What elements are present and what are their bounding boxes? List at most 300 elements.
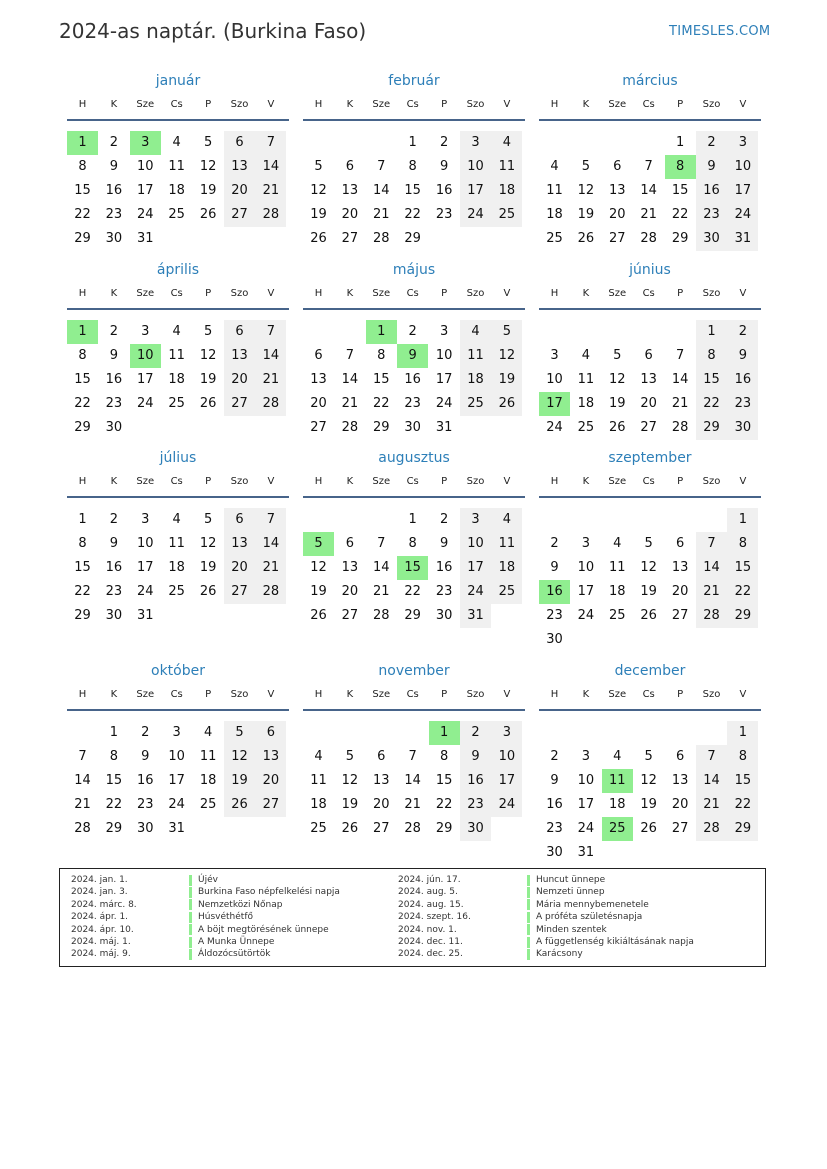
- day-cell: 17: [727, 179, 758, 203]
- day-cell: 28: [373, 231, 390, 246]
- weekday-label: V: [739, 288, 747, 299]
- day-cell: 7: [675, 348, 685, 363]
- weekday-label: V: [503, 689, 511, 700]
- weekday-label: V: [267, 288, 275, 299]
- day-cell: 3: [172, 725, 181, 740]
- month-name: december: [614, 663, 686, 679]
- day-cell: 6: [345, 536, 355, 551]
- day-cell: 16: [105, 372, 123, 387]
- day-cell: 11: [168, 536, 185, 551]
- weekday-label: Cs: [406, 476, 419, 487]
- day-cell: 15: [671, 183, 689, 198]
- day-cell: 6: [613, 159, 622, 174]
- holiday-marker: [189, 912, 192, 923]
- day-cell: 21: [74, 797, 91, 812]
- weekday-label: K: [346, 476, 354, 487]
- day-cell: 20: [224, 179, 255, 203]
- month-name: április: [156, 262, 200, 278]
- day-cell: 14: [341, 372, 359, 387]
- day-cell: 6: [644, 348, 653, 363]
- day-cell: 16: [105, 560, 123, 575]
- day-cell: 29: [727, 817, 758, 841]
- day-cell: 2: [460, 721, 491, 745]
- weekday-label: V: [503, 476, 511, 487]
- day-cell: 3: [491, 721, 522, 745]
- day-cell: 5: [644, 749, 653, 764]
- day-cell: 27: [671, 821, 689, 836]
- day-cell: 20: [640, 396, 657, 411]
- day-cell: 8: [727, 745, 758, 769]
- day-cell: 15: [74, 372, 91, 387]
- day-cell: 9: [550, 773, 559, 788]
- day-cell: 8: [408, 536, 417, 551]
- day-cell: 28: [404, 821, 421, 836]
- day-cell: 22: [404, 584, 421, 599]
- day-cell: 8: [78, 159, 87, 174]
- day-cell: 4: [550, 159, 559, 174]
- day-cell: 19: [341, 797, 359, 812]
- day-cell: 12: [199, 348, 217, 363]
- holiday-name: Minden szentek: [536, 924, 607, 935]
- day-cell: 10: [727, 155, 758, 179]
- day-cell: 12: [310, 183, 327, 198]
- day-cell: 15: [105, 773, 123, 788]
- day-cell: 6: [224, 508, 255, 532]
- day-cell: 26: [609, 420, 626, 435]
- day-cell: 21: [696, 580, 727, 604]
- day-cell: 12: [609, 372, 626, 387]
- day-cell: 14: [373, 183, 390, 198]
- weekday-label: K: [110, 99, 118, 110]
- month-name: szeptember: [608, 450, 692, 466]
- day-cell: 5: [203, 135, 213, 150]
- day-cell: 23: [137, 797, 154, 812]
- day-cell: 29: [404, 608, 421, 623]
- day-cell: 30: [105, 420, 123, 435]
- header-rule: [67, 496, 289, 498]
- day-cell: 1: [109, 725, 119, 740]
- day-cell: 4: [203, 725, 213, 740]
- day-cell: 27: [310, 420, 327, 435]
- weekday-label: H: [550, 689, 559, 700]
- weekday-header: [67, 288, 289, 304]
- month-name: október: [151, 663, 205, 679]
- day-cell: 22: [727, 793, 758, 817]
- day-cell: 28: [373, 608, 390, 623]
- weekday-label: Szo: [230, 99, 249, 110]
- day-cell: 14: [255, 532, 286, 556]
- day-cell: 18: [609, 584, 626, 599]
- weekday-label: Sze: [608, 288, 627, 299]
- day-cell: 17: [137, 372, 154, 387]
- weekday-label: P: [677, 288, 684, 299]
- day-cell: 23: [435, 207, 453, 222]
- month-name: augusztus: [378, 450, 450, 466]
- header-rule: [539, 119, 761, 121]
- day-cell: 13: [224, 155, 255, 179]
- day-cell: 13: [341, 560, 359, 575]
- day-cell: 15: [74, 560, 91, 575]
- day-cell: 30: [137, 821, 154, 836]
- day-cell: 22: [435, 797, 453, 812]
- day-cell: 19: [199, 183, 217, 198]
- weekday-label: K: [582, 288, 590, 299]
- day-cell: 9: [460, 745, 491, 769]
- day-cell: 12: [224, 745, 255, 769]
- weekday-label: P: [677, 476, 684, 487]
- day-cell: 27: [341, 231, 359, 246]
- day-cell: 6: [377, 749, 386, 764]
- day-cell: 2: [439, 135, 449, 150]
- holiday-marker: [189, 875, 192, 886]
- day-cell: 18: [168, 560, 185, 575]
- holiday-day: 3: [130, 131, 161, 155]
- day-cell: 11: [609, 560, 626, 575]
- weekday-label: Cs: [406, 288, 419, 299]
- day-cell: 17: [460, 179, 491, 203]
- day-cell: 30: [460, 817, 491, 841]
- day-cell: 13: [341, 183, 359, 198]
- day-cell: 12: [577, 183, 595, 198]
- holiday-day: 16: [539, 580, 570, 604]
- day-cell: 28: [696, 604, 727, 628]
- day-cell: 8: [377, 348, 386, 363]
- weekday-label: Cs: [642, 689, 655, 700]
- day-cell: 5: [491, 320, 522, 344]
- weekday-label: Sze: [372, 288, 391, 299]
- day-cell: 24: [137, 396, 154, 411]
- header-rule: [539, 496, 761, 498]
- holiday-marker: [527, 912, 530, 923]
- month-8: [303, 450, 525, 650]
- holiday-date: 2024. aug. 15.: [398, 899, 464, 910]
- day-cell: 30: [727, 416, 758, 440]
- day-cell: 19: [640, 584, 657, 599]
- month-2: [303, 73, 525, 273]
- weekday-header: [67, 689, 289, 705]
- day-cell: 23: [404, 396, 421, 411]
- day-cell: 22: [727, 580, 758, 604]
- weekday-label: Sze: [372, 689, 391, 700]
- day-cell: 3: [460, 131, 491, 155]
- day-cell: 20: [671, 797, 689, 812]
- weekday-header: [303, 476, 525, 492]
- day-cell: 31: [435, 420, 453, 435]
- day-cell: 5: [203, 512, 213, 527]
- weekday-label: P: [205, 476, 212, 487]
- weekday-label: H: [314, 99, 323, 110]
- weekday-label: K: [346, 689, 354, 700]
- weekday-label: K: [110, 288, 118, 299]
- day-cell: 7: [255, 131, 286, 155]
- day-cell: 20: [341, 584, 359, 599]
- day-cell: 7: [345, 348, 355, 363]
- holiday-name: A böjt megtörésének ünnepe: [198, 924, 329, 935]
- day-cell: 28: [255, 392, 286, 416]
- weekday-label: V: [503, 288, 511, 299]
- day-cell: 25: [310, 821, 327, 836]
- day-cell: 4: [581, 348, 591, 363]
- day-cell: 28: [671, 420, 689, 435]
- holiday-marker: [189, 924, 192, 935]
- day-cell: 29: [671, 231, 689, 246]
- day-cell: 30: [696, 227, 727, 251]
- weekday-label: K: [346, 288, 354, 299]
- day-cell: 15: [373, 372, 390, 387]
- day-cell: 19: [577, 207, 595, 222]
- day-cell: 1: [408, 135, 417, 150]
- month-name: január: [155, 73, 201, 89]
- day-cell: 24: [727, 203, 758, 227]
- month-name: november: [378, 663, 450, 679]
- day-cell: 7: [408, 749, 417, 764]
- day-cell: 22: [74, 584, 91, 599]
- day-cell: 24: [577, 821, 595, 836]
- day-cell: 24: [577, 608, 595, 623]
- day-cell: 6: [675, 536, 685, 551]
- day-cell: 17: [577, 797, 595, 812]
- day-cell: 4: [491, 131, 522, 155]
- holiday-day: 1: [67, 131, 98, 155]
- day-cell: 19: [199, 560, 217, 575]
- day-cell: 3: [727, 131, 758, 155]
- day-cell: 27: [224, 580, 255, 604]
- day-cell: 1: [675, 135, 685, 150]
- day-cell: 30: [546, 632, 563, 647]
- day-cell: 26: [341, 821, 359, 836]
- holiday-legend: [59, 868, 766, 967]
- day-cell: 14: [404, 773, 421, 788]
- day-cell: 18: [168, 183, 185, 198]
- holiday-day: 9: [397, 344, 428, 368]
- day-cell: 28: [696, 817, 727, 841]
- day-cell: 4: [613, 749, 622, 764]
- holiday-marker: [189, 899, 192, 910]
- day-cell: 29: [404, 231, 421, 246]
- weekday-label: Sze: [372, 99, 391, 110]
- day-cell: 15: [435, 773, 453, 788]
- day-cell: 9: [109, 348, 119, 363]
- day-cell: 13: [310, 372, 327, 387]
- holiday-day: 1: [67, 320, 98, 344]
- weekday-label: H: [550, 288, 559, 299]
- day-cell: 18: [577, 396, 595, 411]
- day-cell: 6: [675, 749, 685, 764]
- day-cell: 8: [408, 159, 417, 174]
- day-cell: 5: [613, 348, 622, 363]
- day-cell: 26: [199, 584, 217, 599]
- weekday-label: Szo: [466, 689, 485, 700]
- brand-link[interactable]: TIMESLES.COM: [669, 24, 771, 39]
- day-cell: 4: [491, 508, 522, 532]
- day-cell: 1: [696, 320, 727, 344]
- day-cell: 20: [671, 584, 689, 599]
- month-name: február: [388, 73, 440, 89]
- weekday-label: P: [205, 99, 212, 110]
- day-cell: 3: [439, 324, 449, 339]
- day-cell: 27: [640, 420, 657, 435]
- day-cell: 10: [137, 159, 154, 174]
- day-cell: 17: [460, 556, 491, 580]
- day-cell: 26: [577, 231, 595, 246]
- weekday-label: Sze: [136, 99, 155, 110]
- day-cell: 25: [199, 797, 217, 812]
- day-cell: 22: [373, 396, 390, 411]
- day-cell: 6: [314, 348, 323, 363]
- holiday-name: Áldozócsütörtök: [198, 949, 271, 960]
- weekday-label: P: [205, 689, 212, 700]
- day-cell: 9: [439, 536, 449, 551]
- weekday-label: Cs: [642, 476, 655, 487]
- day-cell: 21: [373, 584, 390, 599]
- day-cell: 16: [404, 372, 421, 387]
- day-cell: 31: [727, 227, 758, 251]
- weekday-header: [303, 288, 525, 304]
- holiday-date: 2024. aug. 5.: [398, 887, 458, 898]
- holiday-marker: [527, 887, 530, 898]
- day-cell: 12: [310, 560, 327, 575]
- weekday-label: P: [441, 476, 448, 487]
- weekday-label: K: [582, 99, 590, 110]
- day-cell: 7: [255, 320, 286, 344]
- month-10: [67, 663, 289, 863]
- day-cell: 12: [640, 560, 657, 575]
- month-3: [539, 73, 761, 273]
- day-cell: 2: [696, 131, 727, 155]
- day-cell: 10: [460, 155, 491, 179]
- holiday-day: 1: [366, 320, 397, 344]
- weekday-label: Cs: [406, 99, 419, 110]
- day-cell: 21: [373, 207, 390, 222]
- day-cell: 6: [224, 320, 255, 344]
- day-cell: 16: [696, 179, 727, 203]
- day-cell: 7: [696, 532, 727, 556]
- day-cell: 24: [491, 793, 522, 817]
- day-cell: 25: [491, 580, 522, 604]
- day-cell: 19: [491, 368, 522, 392]
- weekday-header: [303, 99, 525, 115]
- day-cell: 25: [168, 207, 185, 222]
- weekday-label: P: [441, 689, 448, 700]
- holiday-date: 2024. nov. 1.: [398, 924, 457, 935]
- day-cell: 9: [439, 159, 449, 174]
- day-cell: 9: [727, 344, 758, 368]
- day-cell: 17: [577, 584, 595, 599]
- day-cell: 22: [671, 207, 689, 222]
- month-name: március: [622, 73, 678, 89]
- day-cell: 11: [199, 749, 217, 764]
- day-cell: 27: [671, 608, 689, 623]
- day-cell: 26: [491, 392, 522, 416]
- day-cell: 10: [577, 773, 595, 788]
- weekday-label: Cs: [642, 99, 655, 110]
- day-cell: 9: [550, 560, 559, 575]
- day-cell: 30: [546, 845, 563, 860]
- holiday-date: 2024. jún. 17.: [398, 875, 461, 885]
- day-cell: 9: [109, 159, 119, 174]
- day-cell: 14: [671, 372, 689, 387]
- weekday-header: [67, 476, 289, 492]
- day-cell: 30: [105, 608, 123, 623]
- weekday-label: Szo: [230, 288, 249, 299]
- holiday-marker: [189, 887, 192, 898]
- day-cell: 20: [609, 207, 626, 222]
- day-cell: 5: [581, 159, 591, 174]
- day-cell: 10: [435, 348, 453, 363]
- holiday-day: 1: [429, 721, 460, 745]
- day-cell: 16: [727, 368, 758, 392]
- weekday-label: P: [205, 288, 212, 299]
- day-cell: 20: [255, 769, 286, 793]
- day-cell: 29: [696, 416, 727, 440]
- day-cell: 2: [109, 135, 119, 150]
- header-rule: [539, 308, 761, 310]
- weekday-label: V: [267, 476, 275, 487]
- holiday-name: Mária mennybemenetele: [536, 899, 649, 910]
- weekday-label: Sze: [608, 689, 627, 700]
- holiday-marker: [527, 924, 530, 935]
- day-cell: 14: [373, 560, 390, 575]
- day-cell: 1: [408, 512, 417, 527]
- weekday-label: K: [582, 476, 590, 487]
- day-cell: 22: [74, 207, 91, 222]
- day-cell: 23: [105, 584, 123, 599]
- holiday-name: Nemzeti ünnep: [536, 887, 605, 898]
- day-cell: 23: [546, 608, 563, 623]
- day-cell: 12: [640, 773, 657, 788]
- day-cell: 4: [172, 135, 181, 150]
- weekday-header: [539, 99, 761, 115]
- day-cell: 14: [255, 344, 286, 368]
- weekday-label: V: [739, 99, 747, 110]
- holiday-date: 2024. máj. 1.: [71, 937, 131, 947]
- day-cell: 16: [435, 183, 453, 198]
- day-cell: 13: [255, 745, 286, 769]
- day-cell: 23: [696, 203, 727, 227]
- day-cell: 25: [460, 392, 491, 416]
- month-1: [67, 73, 289, 273]
- day-cell: 21: [640, 207, 657, 222]
- day-cell: 31: [460, 604, 491, 628]
- month-7: [67, 450, 289, 650]
- header-rule: [303, 709, 525, 711]
- header-rule: [67, 119, 289, 121]
- day-cell: 11: [491, 532, 522, 556]
- day-cell: 17: [137, 560, 154, 575]
- day-cell: 21: [255, 368, 286, 392]
- day-cell: 31: [137, 231, 154, 246]
- weekday-label: H: [314, 288, 323, 299]
- weekday-label: H: [550, 99, 559, 110]
- day-cell: 2: [550, 749, 559, 764]
- day-cell: 27: [255, 793, 286, 817]
- weekday-label: Cs: [170, 476, 183, 487]
- day-cell: 8: [727, 532, 758, 556]
- day-cell: 9: [696, 155, 727, 179]
- holiday-name: A próféta születésnapja: [536, 912, 643, 923]
- holiday-marker: [189, 949, 192, 960]
- day-cell: 25: [168, 396, 185, 411]
- day-cell: 20: [341, 207, 359, 222]
- holiday-marker: [189, 937, 192, 948]
- day-cell: 21: [255, 179, 286, 203]
- day-cell: 9: [109, 536, 119, 551]
- day-cell: 23: [727, 392, 758, 416]
- day-cell: 23: [105, 396, 123, 411]
- day-cell: 21: [671, 396, 689, 411]
- day-cell: 30: [435, 608, 453, 623]
- day-cell: 18: [199, 773, 217, 788]
